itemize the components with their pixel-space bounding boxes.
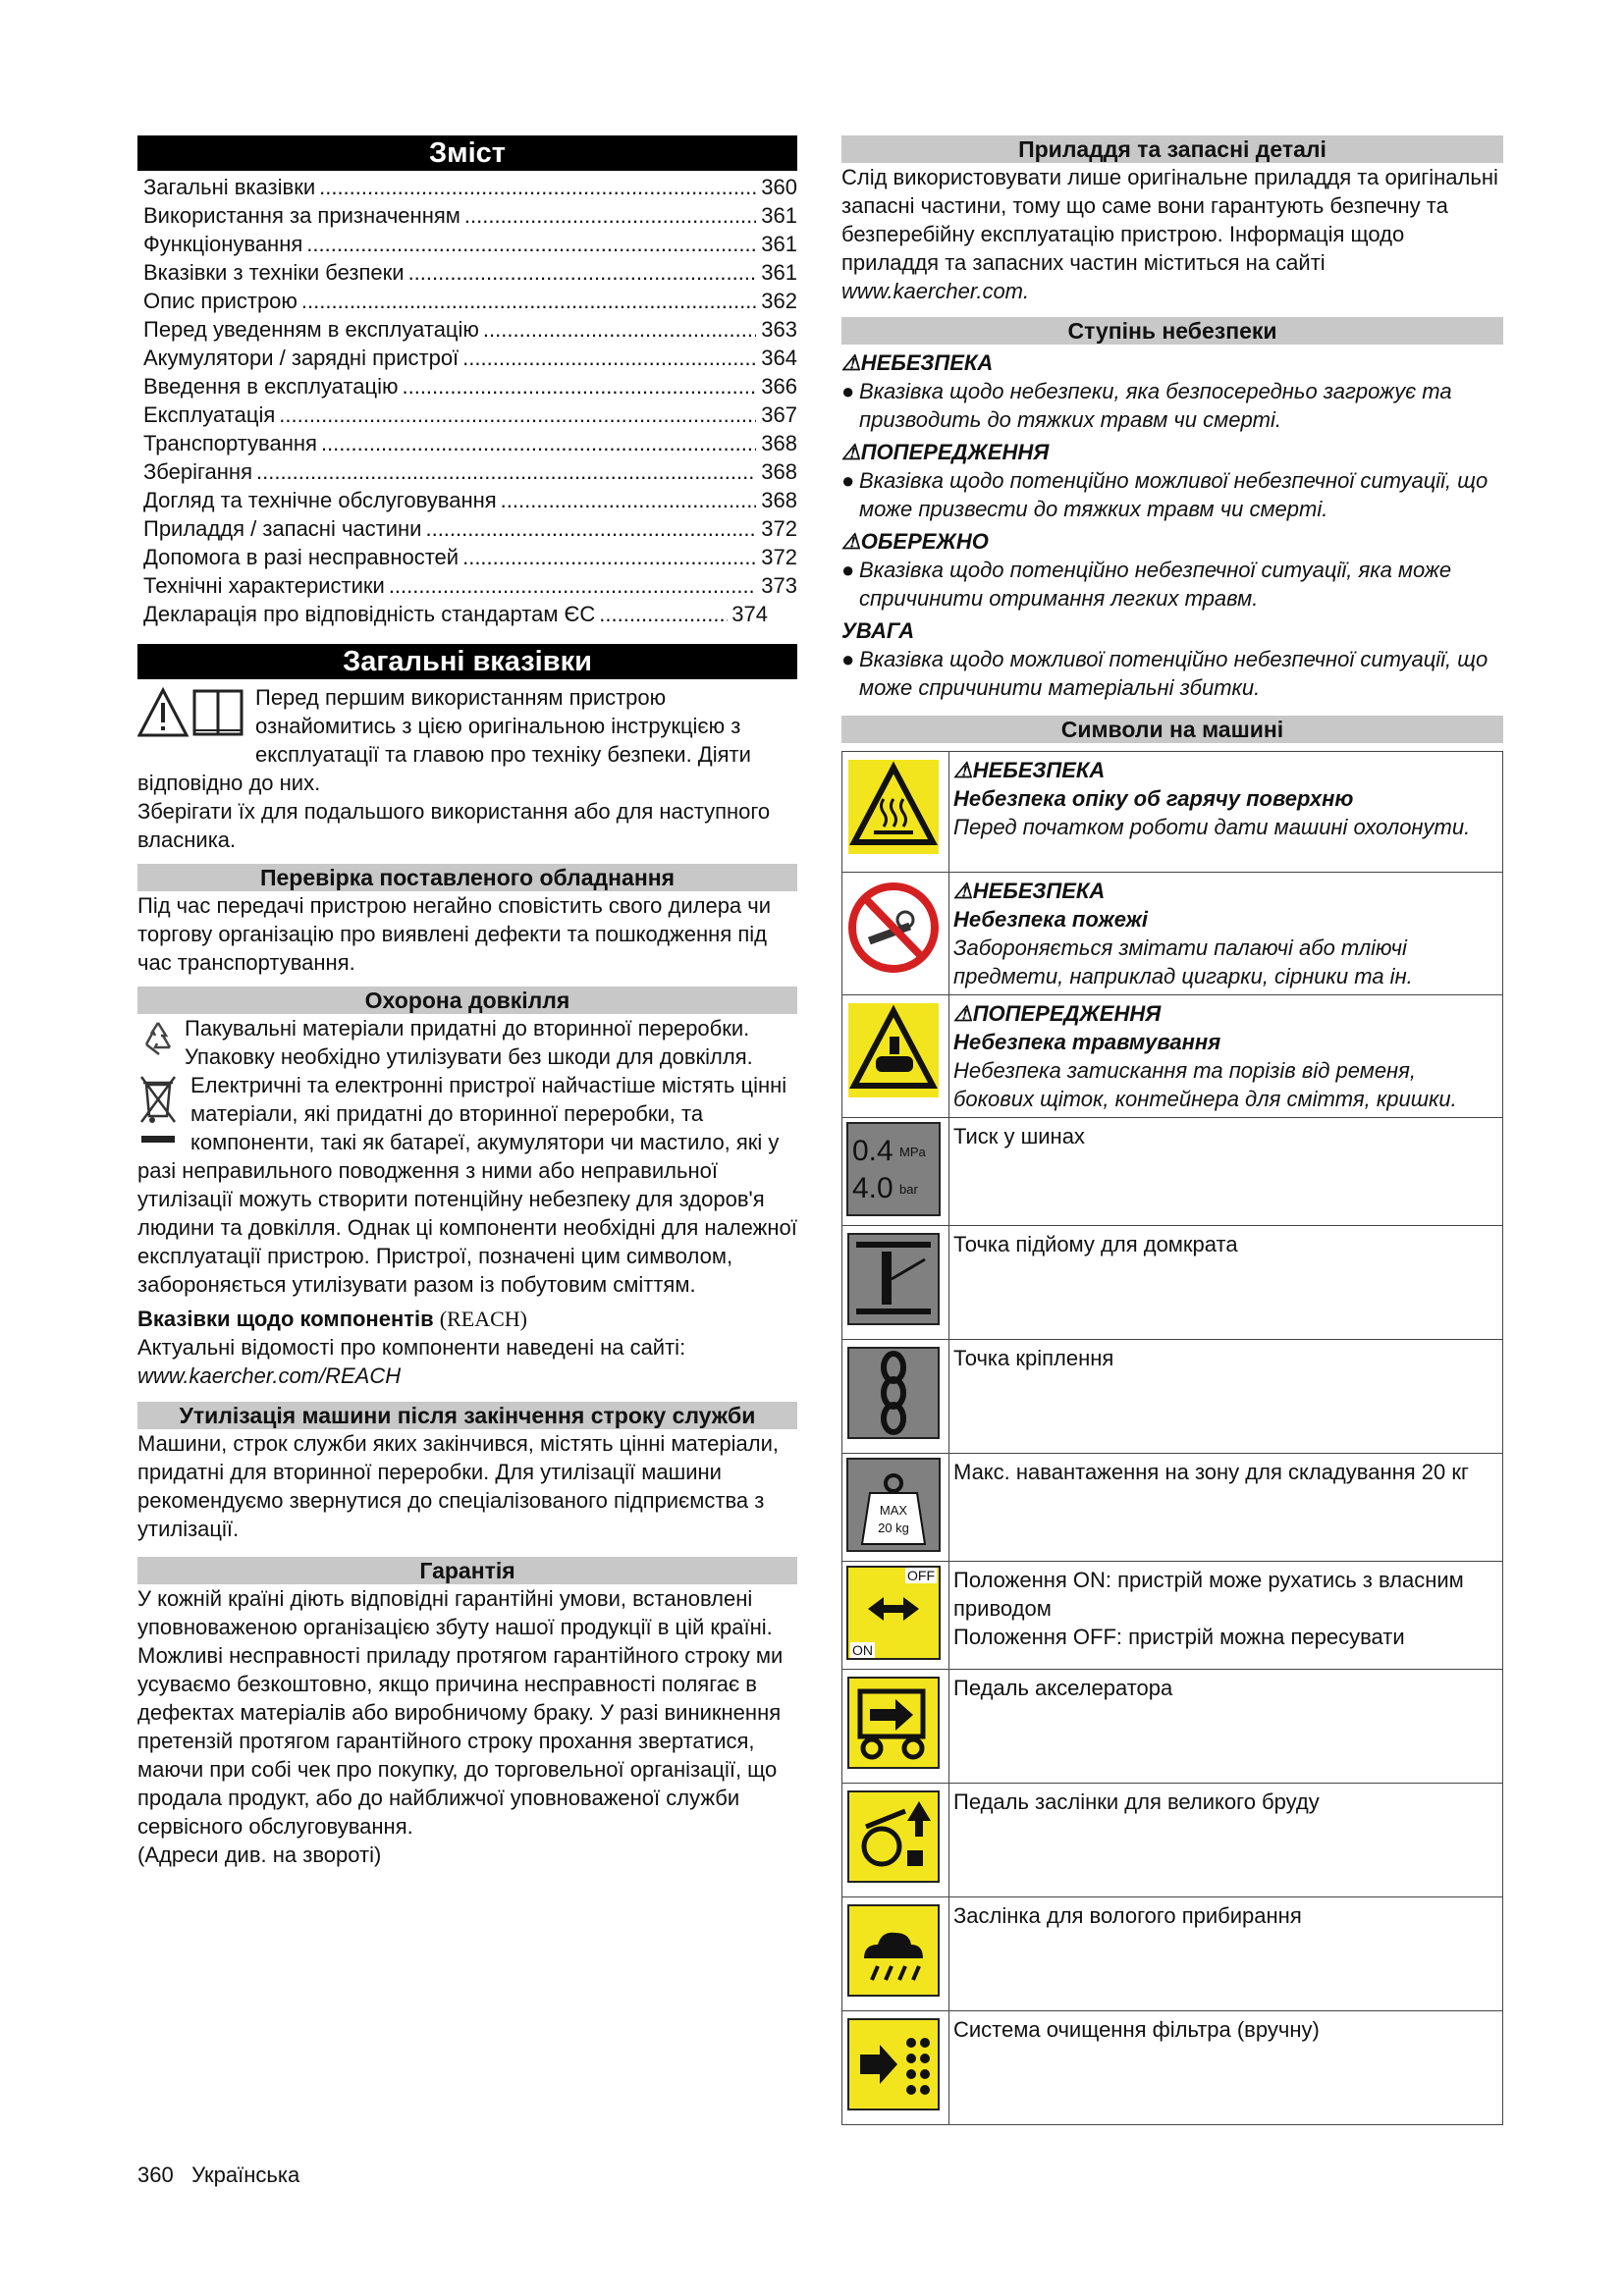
symbol-text: Перед початком роботи дати машині охолонути.: [953, 815, 1471, 839]
page-footer: [137, 2161, 299, 2189]
danger-level-head: ⚠ПОПЕРЕДЖЕННЯ: [841, 440, 1050, 464]
table-row: [842, 995, 1503, 1118]
table-row: [842, 1784, 1503, 1897]
danger-level-item: ● Вказівка щодо небезпеки, яка безпосередньо загрожує та призводить до тяжких травм чи смерті.: [841, 379, 1452, 432]
symbol-text: Педаль акселератора: [949, 1670, 1503, 1784]
general-keep: Зберігати їх для подальшого використання або для наступного власника.: [137, 799, 771, 852]
symbol-text: Точка підйому для домкрата: [949, 1226, 1503, 1340]
symbol-text: Заслінка для вологого прибирання: [949, 1897, 1503, 2011]
table-row: [842, 1340, 1503, 1454]
drive-mode-icon: OFF ON: [846, 1566, 941, 1660]
danger-levels-list: [841, 348, 1503, 702]
symbol-head: ⚠НЕБЕЗПЕКА: [953, 879, 1106, 903]
jack-point-icon: [846, 1308, 941, 1333]
footer-language: Українська: [191, 2163, 300, 2187]
hot-surface-icon: [846, 838, 941, 863]
symbol-sub: Небезпека опіку об гарячу поверхню: [953, 786, 1354, 811]
symbol-text: Точка кріплення: [949, 1340, 1503, 1454]
no-fire-icon: [846, 959, 941, 984]
table-row: [842, 1897, 1503, 2011]
accessories-link[interactable]: www.kaercher.com.: [841, 279, 1030, 303]
symbol-text: Система очищення фільтра (вручну): [949, 2011, 1503, 2125]
toc-item[interactable]: Зберігання ..... 368: [137, 457, 797, 486]
right-column: [841, 135, 1503, 2125]
filter-cleaning-icon: [846, 2094, 941, 2118]
page-number: 360: [137, 2163, 174, 2187]
table-row: [842, 2011, 1503, 2125]
wet-cleaning-flap-icon: [846, 1980, 941, 2004]
danger-levels-title: Ступінь небезпеки: [841, 317, 1503, 345]
warranty-text: У кожній країні діють відповідні гарантійні умови, встановлені уповноваженою організацією збуту нашої продукції в цій країні. Можливі несправності приладу протягом гарантійного строку ми усуваємо безкоштовно, якщо причина несправності полягає в дефектах матеріалів або виробничому браку. У разі виникнення претензій протягом гарантійного строку прохання звертатися, маючи при собі чек про покупку, до торговельної організації, що продала продукт, або до найближчої уповноваженої служби сервісного обслуговування.: [137, 1586, 784, 1839]
warranty-address: (Адреси див. на звороті): [137, 1842, 382, 1867]
toc-item[interactable]: Допомога в разі несправностей ..... 372: [137, 543, 797, 571]
left-column: [137, 135, 797, 1869]
general-title: Загальні вказівки: [137, 644, 797, 679]
toc-item[interactable]: Опис пристрою ..... 362: [137, 287, 797, 315]
toc-item[interactable]: Загальні вказівки ..... 360: [137, 173, 797, 201]
toc-title: Зміст: [137, 135, 797, 171]
table-row: [842, 752, 1503, 873]
accelerator-pedal-icon: [846, 1752, 941, 1777]
delivery-title: Перевірка поставленого обладнання: [137, 864, 797, 891]
symbol-sub: Небезпека пожежі: [953, 907, 1148, 932]
danger-level-item: ● Вказівка щодо потенційно небезпечної ситуації, яка може спричинити отримання легких травм.: [841, 558, 1452, 611]
coarse-dirt-flap-icon: [846, 1866, 941, 1891]
table-row: [842, 873, 1503, 995]
symbol-text: Педаль заслінки для великого бруду: [949, 1784, 1503, 1897]
symbol-sub: Небезпека травмування: [953, 1030, 1221, 1054]
weee-text: Електричні та електронні пристрої найчастіше містять цінні матеріали, які придатні до вторинної переробки, та компоненти, такі як батареї, акумулятори чи мастило, які у разі неправильного поводження з ними або неправильної утилізації можуть створити потенційну небезпеку для здоров'я людини та довкілля. Однак ці компоненти необхідні для належної експлуатації пристрою. Пристрої, позначені цим символом, забороняється утилізувати разом із побутовим сміттям.: [137, 1073, 797, 1297]
reach-text: Актуальні відомості про компоненти наведені на сайті:: [137, 1335, 686, 1360]
max-load-icon: MAX 20 kg: [846, 1458, 941, 1552]
symbol-text: Макс. навантаження на зону для складування 20 кг: [949, 1454, 1503, 1562]
environment-section: [137, 1014, 797, 1390]
toc-item[interactable]: Приладдя / запасні частини ..... 372: [137, 514, 797, 543]
toc-list: [137, 173, 797, 628]
delivery-text: Під час передачі пристрою негайно сповістить свого дилера чи торгову організацію про виявлені дефекти та пошкодження під час транспортування.: [137, 893, 772, 975]
environment-title: Охорона довкілля: [137, 987, 797, 1014]
warning-manual-icon: [137, 687, 247, 745]
danger-level-head: УВАГА: [841, 618, 915, 643]
tire-pressure-icon: 0.4 MPa 4.0 bar: [846, 1122, 941, 1216]
danger-level-head: ⚠ОБЕРЕЖНО: [841, 529, 989, 554]
danger-level-head: ⚠НЕБЕЗПЕКА: [841, 350, 994, 375]
recycle-icon: [137, 1014, 185, 1071]
recycle-text: Пакувальні матеріали придатні до вторинної переробки. Упаковку необхідно утилізувати без шкоди для довкілля.: [185, 1016, 753, 1069]
symbol-head: ⚠ПОПЕРЕДЖЕННЯ: [953, 1001, 1162, 1026]
symbol-text: Забороняється змітати палаючі або тліючі предмети, наприклад цигарки, сірники та ін.: [953, 935, 1413, 988]
table-row: [842, 1454, 1503, 1562]
reach-heading: Вказівки щодо компонентів (REACH): [137, 1307, 527, 1331]
danger-level-item: ● Вказівка щодо можливої потенційно небезпечної ситуації, що може спричинити матеріальні збитки.: [841, 647, 1489, 700]
symbols-table: [841, 751, 1503, 2125]
reach-link[interactable]: www.kaercher.com/REACH: [137, 1363, 402, 1388]
general-section: [137, 683, 797, 854]
toc-item[interactable]: Експлуатація ..... 367: [137, 400, 797, 429]
symbol-text: Положення ON: пристрій може рухатись з власним приводом: [953, 1568, 1464, 1621]
toc-item[interactable]: Догляд та технічне обслуговування ..... 368: [137, 486, 797, 514]
table-row: [842, 1118, 1503, 1226]
chain-tiedown-icon: [846, 1422, 941, 1447]
disposal-title: Утилізація машини після закінчення строку служби: [137, 1402, 797, 1429]
symbols-title: Символи на машині: [841, 716, 1503, 743]
toc-item[interactable]: Використання за призначенням ..... 361: [137, 201, 797, 230]
toc-item[interactable]: Технічні характеристики ..... 373: [137, 571, 797, 600]
table-row: [842, 1562, 1503, 1670]
hand-crush-icon: [846, 1082, 941, 1106]
general-intro: Перед першим використанням пристрою ознайомитись з цією оригінальною інструкцією з експлуатації та главою про техніку безпеки. Діяти відповідно до них.: [137, 685, 751, 795]
disposal-text: Машини, строк служби яких закінчився, містять цінні матеріали, придатні для вторинної переробки. Для утилізації машини рекомендуємо звернутися до спеціалізованого підприємства з утилізації.: [137, 1431, 779, 1541]
symbol-text: Тиск у шинах: [949, 1118, 1503, 1226]
warranty-title: Гарантія: [137, 1557, 797, 1584]
symbol-text: Положення OFF: пристрій можна пересувати: [953, 1625, 1405, 1649]
danger-level-item: ● Вказівка щодо потенційно можливої небезпечної ситуації, що може призвести до тяжких травм чи смерті.: [841, 468, 1489, 521]
toc-item[interactable]: Введення в експлуатацію ..... 366: [137, 372, 797, 400]
accessories-text: Слід використовувати лише оригінальне приладдя та оригінальні запасні частини, тому що саме вони гарантують безпечну та безперебійну експлуатацію пристрою. Інформація щодо приладдя та запасних частин міститься на сайті www.kaercher.com.: [841, 165, 1498, 303]
symbol-text: Небезпека затискання та порізів від ременя, бокових щіток, контейнера для сміття, кришки.: [953, 1058, 1457, 1111]
toc-item[interactable]: Вказівки з техніки безпеки ..... 361: [137, 258, 797, 287]
symbol-head: ⚠НЕБЕЗПЕКА: [953, 758, 1106, 782]
table-row: [842, 1670, 1503, 1784]
toc-item[interactable]: Функціонування ..... 361: [137, 230, 797, 258]
weee-bin-icon: [137, 1071, 185, 1156]
table-row: [842, 1226, 1503, 1340]
accessories-title: Приладдя та запасні деталі: [841, 135, 1503, 163]
toc-item[interactable]: Перед уведенням в експлуатацію ..... 363: [137, 315, 797, 344]
toc-item[interactable]: Транспортування ..... 368: [137, 429, 797, 457]
toc-item-last[interactable]: Декларація про відповідність стандартам ЄС ..... 374: [137, 600, 797, 628]
toc-item[interactable]: Акумулятори / зарядні пристрої ..... 364: [137, 344, 797, 372]
